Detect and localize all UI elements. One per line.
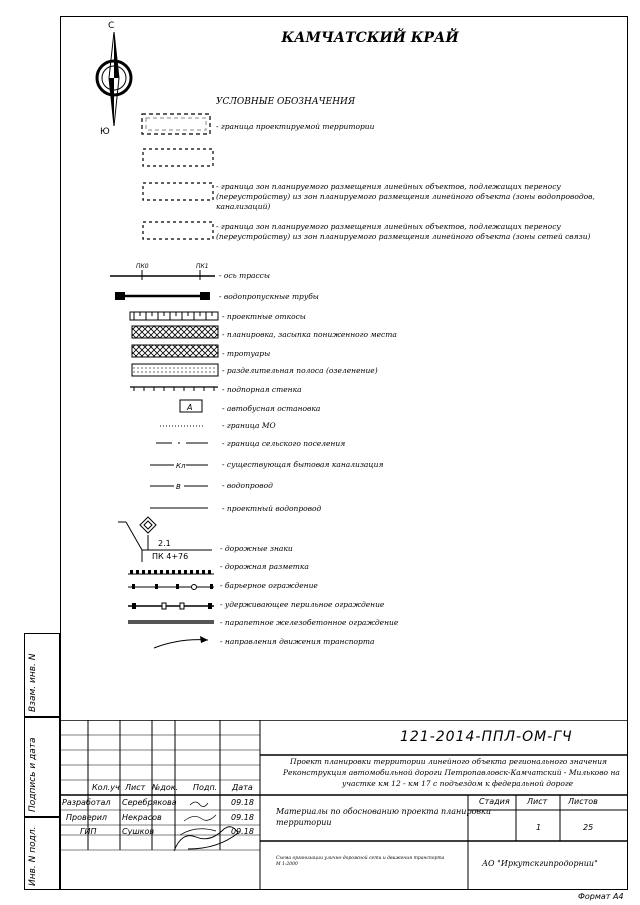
legend-item: - ось трассы bbox=[219, 271, 270, 280]
role-cell: Разработал bbox=[62, 798, 111, 807]
legend-item: - водопровод bbox=[222, 481, 273, 490]
legend-item: - тротуары bbox=[222, 349, 271, 358]
date-cell: 09.18 bbox=[231, 798, 254, 807]
legend-item: - водопропускные трубы bbox=[219, 292, 319, 301]
name-cell: Некрасов bbox=[122, 813, 162, 822]
pk0-label: ПК0 bbox=[136, 263, 149, 270]
sheet-title-1: Материалы по обоснованию проекта планировки bbox=[276, 807, 491, 816]
legend-item: - дорожные знаки bbox=[220, 544, 293, 553]
legend-item: - проектные откосы bbox=[222, 312, 306, 321]
role-cell: ГИП bbox=[80, 827, 97, 836]
side-box-signature bbox=[24, 717, 60, 817]
side-box-replacement bbox=[24, 633, 60, 717]
sign-pk-label: ПК 4+76 bbox=[152, 552, 189, 561]
project-line-3: участке км 12 - км 17 с подъездом к федеральной дороге bbox=[342, 779, 574, 788]
legend-item: - дорожная разметка bbox=[220, 562, 309, 571]
legend-item: - проектный водопровод bbox=[222, 504, 322, 513]
sign-code-label: 2.1 bbox=[158, 539, 171, 548]
water-label: В bbox=[176, 483, 181, 491]
compass-north-label: С bbox=[108, 21, 115, 31]
col-header: Кол.уч bbox=[92, 783, 120, 792]
legend-item: - существующая бытовая канализация bbox=[222, 460, 384, 469]
legend-item: - удерживающее перильное ограждение bbox=[220, 600, 385, 609]
format-label: Формат А4 bbox=[578, 892, 624, 901]
page-title: КАМЧАТСКИЙ КРАЙ bbox=[281, 30, 459, 46]
signature-icon bbox=[170, 795, 240, 865]
stage-label: Стадия bbox=[479, 797, 510, 806]
date-cell: 09.18 bbox=[231, 827, 254, 836]
sheet-title-2: территории bbox=[276, 818, 332, 827]
legend-item: - подпорная стенка bbox=[222, 385, 302, 394]
project-line-2: Реконструкция автомобильной дороги Петропавловск-Камчатский - Мильково на bbox=[283, 768, 620, 777]
sewer-label: Кл bbox=[176, 462, 186, 470]
compass-south-label: Ю bbox=[100, 127, 110, 137]
legend-item: - граница сельского поселения bbox=[222, 439, 346, 448]
legend-heading: УСЛОВНЫЕ ОБОЗНАЧЕНИЯ bbox=[216, 97, 356, 107]
legend-item: - планировка, засыпка пониженного места bbox=[222, 330, 397, 339]
name-cell: Серебрякова bbox=[122, 798, 177, 807]
sheet-label: Лист bbox=[527, 797, 548, 806]
legend-item: - автобусная остановка bbox=[222, 404, 321, 413]
company-name: АО "Иркутскгипродорнии" bbox=[482, 859, 598, 868]
doc-code: 121-2014-ППЛ-ОМ-ГЧ bbox=[400, 729, 573, 745]
col-header: №док. bbox=[152, 783, 179, 792]
sheet-number: 1 bbox=[536, 823, 542, 832]
legend-item: - граница проектируемой территории bbox=[216, 122, 375, 131]
project-line-1: Проект планировки территории линейного объекта регионального значения bbox=[290, 757, 608, 766]
legend-item: - направления движения транспорта bbox=[220, 637, 375, 646]
bus-stop-letter: А bbox=[187, 403, 193, 412]
side-label: Инв. N подл. bbox=[28, 826, 38, 886]
col-header: Дата bbox=[232, 783, 253, 792]
side-box-inventory bbox=[24, 817, 60, 890]
col-header: Подп. bbox=[193, 783, 218, 792]
role-cell: Проверил bbox=[66, 813, 108, 822]
sheets-count: 25 bbox=[583, 823, 594, 832]
legend-symbols bbox=[100, 110, 230, 655]
legend-item: - граница МО bbox=[222, 421, 276, 430]
pk1-label: ПК1 bbox=[196, 263, 209, 270]
legend-item: - разделительная полоса (озеленение) bbox=[222, 366, 378, 375]
legend-item: - граница зон планируемого размещения линейных объектов, подлежащих переносу (переустройству) из зон планируемого размещения линейного объекта (зоны сетей связи) bbox=[216, 222, 591, 241]
side-label: Подпись и дата bbox=[28, 737, 38, 812]
legend-item: - граница зон планируемого размещения линейных объектов, подлежащих переносу (переустройству) из зон планируемого размещения линейного объекта (зоны водопроводов, канализаций) bbox=[216, 182, 595, 211]
legend-item: - барьерное ограждение bbox=[220, 581, 318, 590]
name-cell: Сушков bbox=[122, 827, 155, 836]
date-cell: 09.18 bbox=[231, 813, 254, 822]
col-header: Лист bbox=[125, 783, 146, 792]
small-note: Схема организации улично-дорожной сети и движения транспорта М 1:2000 bbox=[276, 856, 445, 867]
side-label: Взам. инв. N bbox=[28, 653, 38, 712]
legend-item: - парапетное железобетонное ограждение bbox=[220, 618, 399, 627]
sheets-label: Листов bbox=[568, 797, 598, 806]
